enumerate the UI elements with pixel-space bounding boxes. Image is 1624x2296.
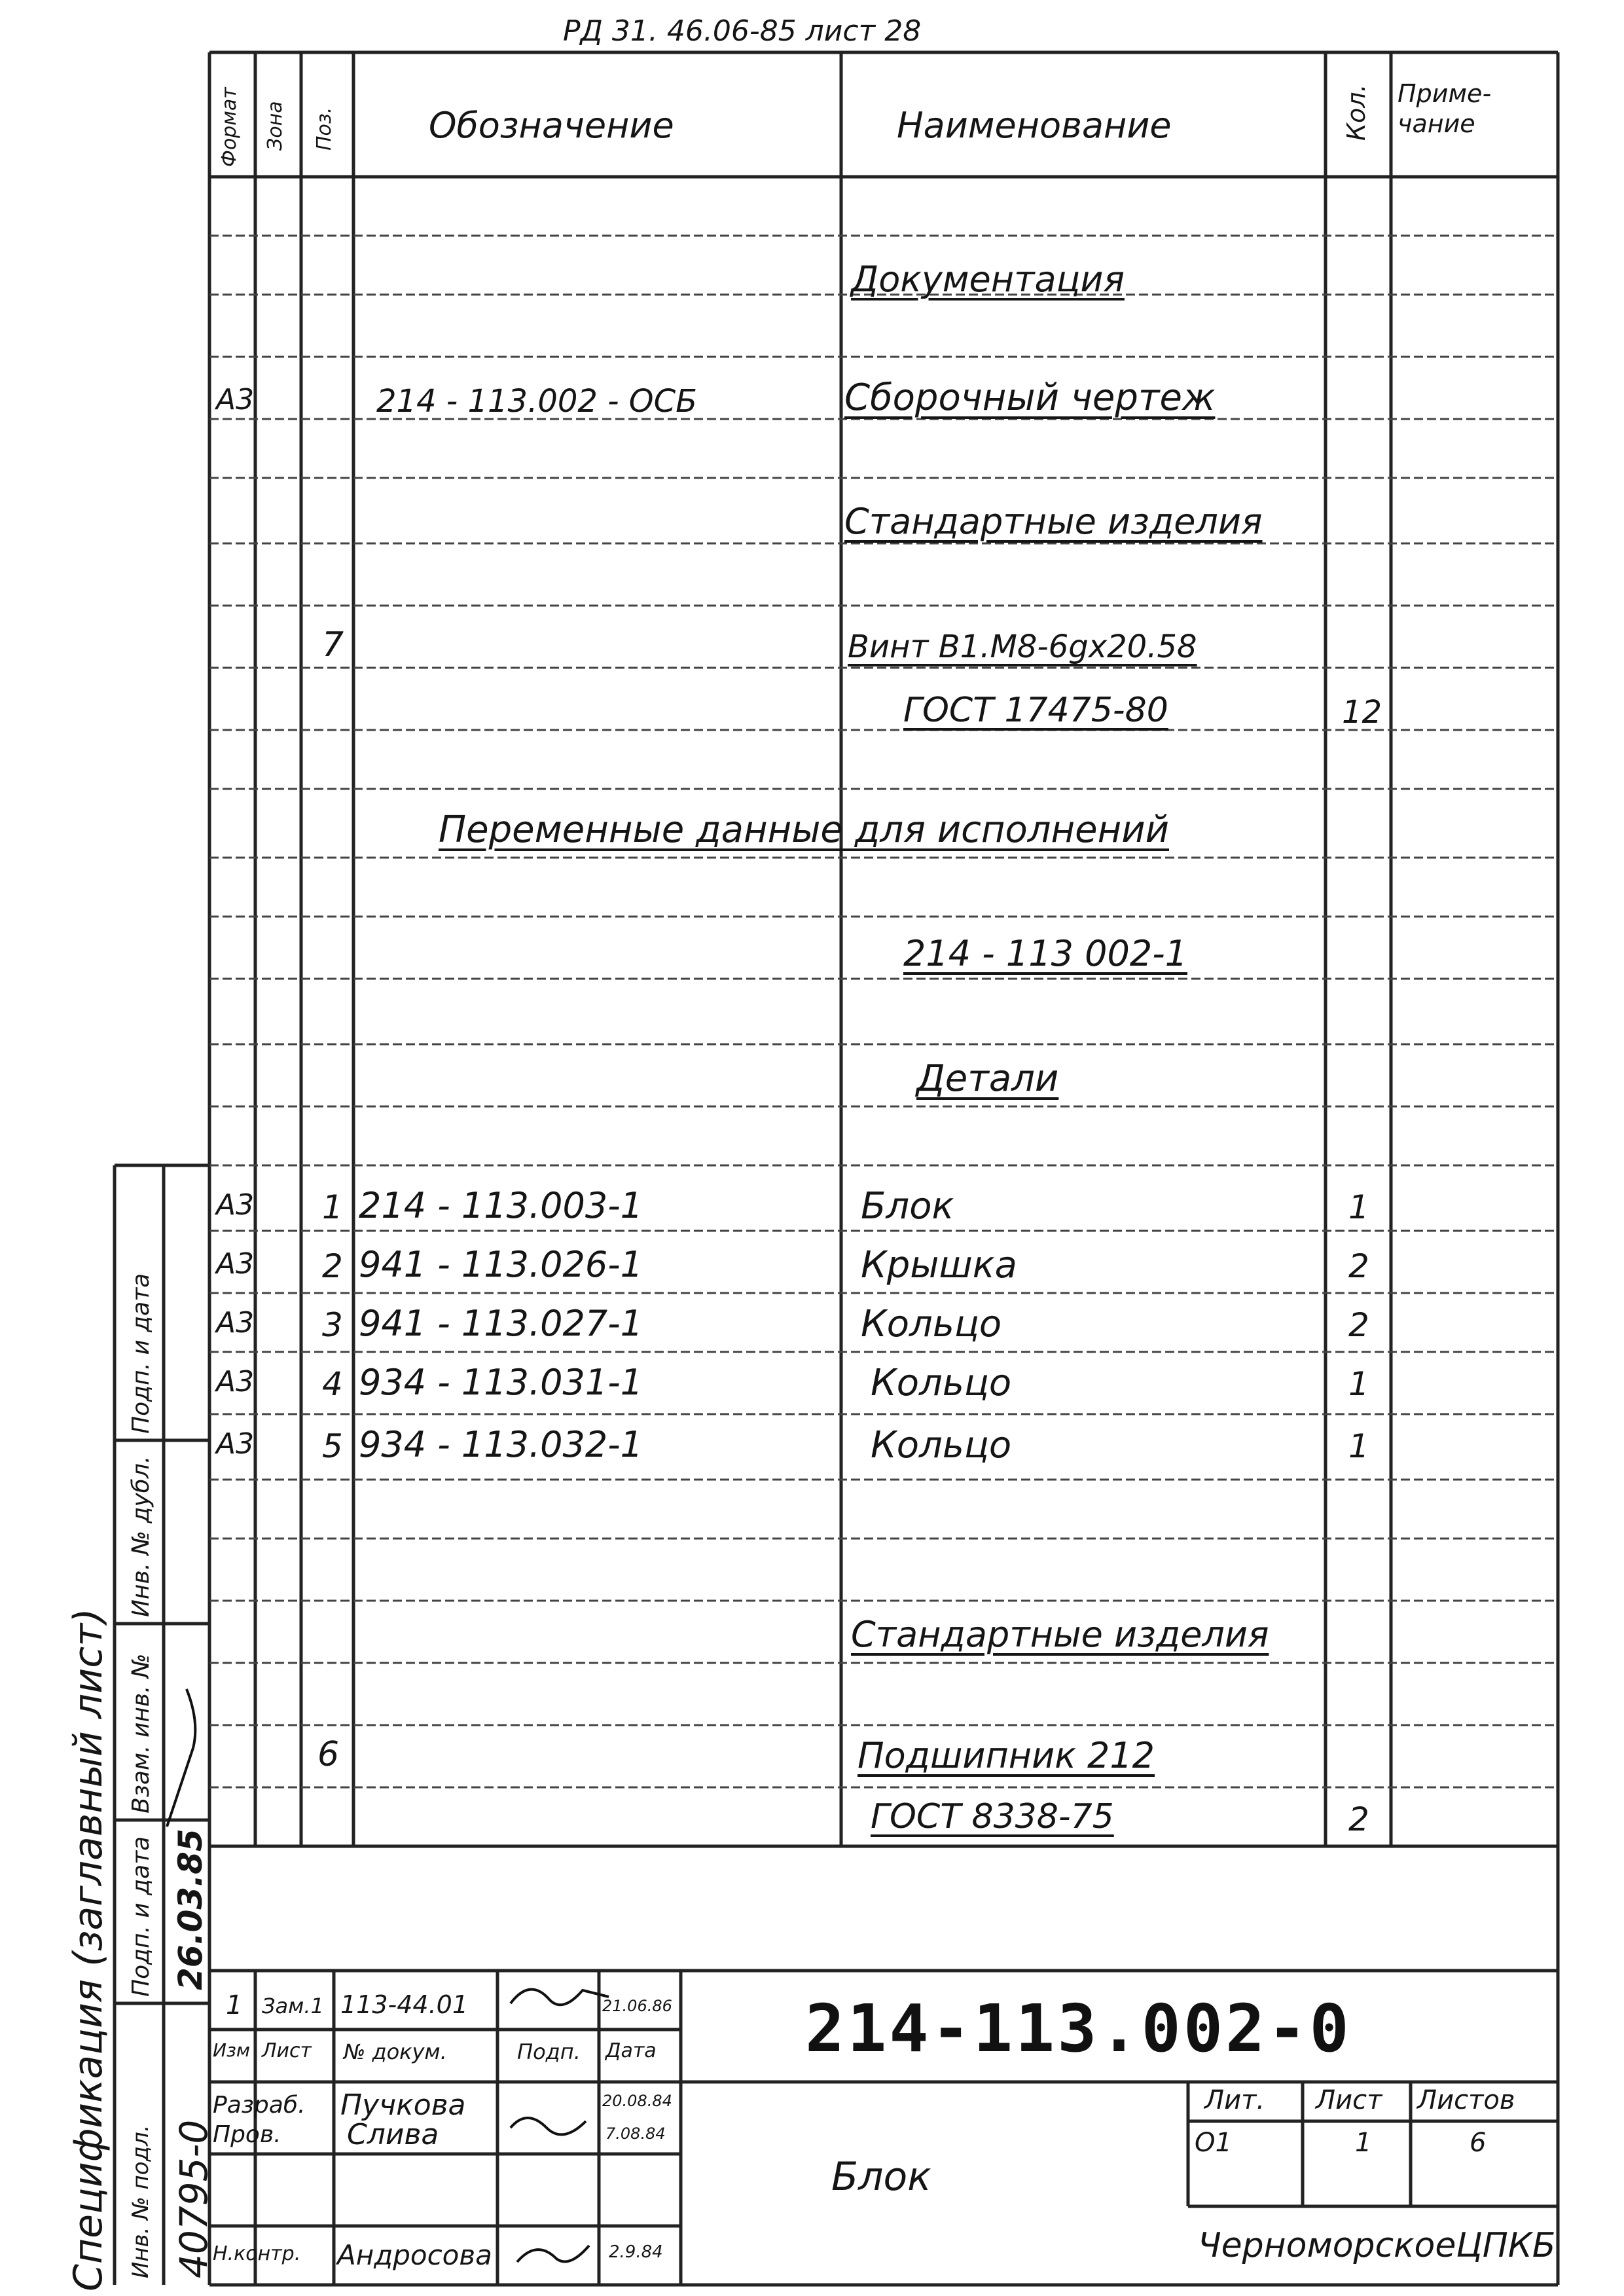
row-pos: 7 (322, 625, 344, 665)
row-designation: 941 - 113.027-1 (359, 1303, 643, 1344)
change-num: 1 (226, 1990, 243, 2020)
role-developer: Разраб. (213, 2092, 306, 2119)
section-title: Документация (851, 259, 1125, 300)
row-format: А3 (216, 1427, 255, 1461)
inv-number-value: 40795-0 (171, 2119, 216, 2278)
row-name: Винт В1.М8-6gх20.58 (848, 629, 1197, 665)
top-sheet-code: РД 31. 46.06-85 лист 28 (563, 14, 922, 48)
doc-number: 214-113.002-0 (805, 1990, 1352, 2067)
tb-header-izm: Изм (213, 2039, 250, 2061)
row-designation: 934 - 113.032-1 (359, 1424, 643, 1465)
date-value: 26.03.85 (171, 1829, 209, 1990)
sheet-value: 1 (1355, 2128, 1372, 2158)
lit-value: О1 (1195, 2128, 1232, 2158)
side-label-vzam-inv: Взам. инв. № (128, 1653, 154, 1813)
row-name: Крышка (861, 1244, 1017, 1286)
side-label-podp-data-1: Подп. и дата (128, 1273, 154, 1434)
header-zone: Зона (264, 101, 287, 151)
sheets-value: 6 (1470, 2128, 1487, 2158)
row-designation: 214 - 113.002 - ОСБ (376, 383, 698, 420)
date-developer: 20.08.84 (602, 2092, 672, 2110)
row-format: А3 (216, 383, 255, 416)
row-qty: 1 (1348, 1427, 1369, 1465)
row-format: А3 (216, 1188, 255, 1222)
sheets-label: Листов (1417, 2085, 1515, 2115)
sheet-label: Лист (1316, 2085, 1382, 2115)
header-designation: Обозначение (429, 105, 674, 146)
row-pos: 6 (317, 1735, 340, 1774)
section-title: Стандартные изделия (844, 501, 1263, 542)
row-pos: 1 (322, 1188, 343, 1226)
row-qty: 1 (1348, 1188, 1369, 1226)
row-pos: 4 (322, 1365, 343, 1403)
section-title: Детали (916, 1057, 1059, 1100)
product-name: Блок (831, 2154, 931, 2200)
signature-marks (167, 1689, 609, 2262)
row-pos: 2 (322, 1247, 343, 1285)
row-name: Подшипник 212 (857, 1735, 1155, 1776)
row-qty: 12 (1342, 694, 1382, 731)
section-title: Переменные данные для исполнений (439, 809, 1170, 851)
row-format: А3 (216, 1365, 255, 1398)
organization: ЧерноморскоеЦПКБ (1198, 2226, 1556, 2265)
row-designation: 214 - 113.003-1 (359, 1185, 643, 1226)
row-name: Сборочный чертеж (844, 376, 1216, 419)
spec-caption: Спецификация (заглавный лист) (65, 1608, 111, 2291)
date-norm: 2.9.84 (609, 2242, 663, 2262)
role-checker: Пров. (213, 2121, 281, 2148)
lit-label: Лит. (1204, 2085, 1265, 2115)
name-checker: Слива (347, 2118, 439, 2151)
tb-header-list: Лист (262, 2039, 312, 2062)
change-doc: 113-44.01 (340, 1990, 469, 2019)
row-qty: 1 (1348, 1365, 1369, 1403)
side-label-inv-podl: Инв. № подл. (128, 2124, 154, 2278)
row-name: Кольцо (861, 1303, 1002, 1345)
row-name: Блок (861, 1185, 954, 1228)
change-sheet: Зам.1 (262, 1994, 324, 2018)
row-name: ГОСТ 17475-80 (903, 691, 1168, 730)
row-name: ГОСТ 8338-75 (871, 1797, 1114, 1836)
tb-header-date: Дата (605, 2039, 657, 2062)
row-designation: 934 - 113.031-1 (359, 1362, 643, 1403)
row-name: Кольцо (871, 1362, 1012, 1404)
tb-header-doc: № докум. (344, 2039, 447, 2064)
header-name: Наименование (897, 105, 1172, 146)
row-pos: 5 (322, 1427, 343, 1465)
header-note: Приме- чание (1398, 79, 1492, 138)
variant-title: 214 - 113 002-1 (903, 933, 1188, 974)
row-format: А3 (216, 1306, 255, 1339)
tb-header-podp: Подп. (517, 2039, 581, 2064)
side-label-inv-dubl: Инв. № дубл. (128, 1455, 154, 1617)
date-checker: 7.08.84 (605, 2124, 666, 2143)
name-developer: Пучкова (340, 2088, 466, 2122)
side-label-podp-data-2: Подп. и дата (128, 1836, 154, 1997)
row-qty: 2 (1348, 1800, 1369, 1838)
name-norm: Андросова (337, 2239, 492, 2271)
header-qty: Кол. (1342, 84, 1371, 141)
role-norm: Н.контр. (213, 2242, 301, 2265)
row-qty: 2 (1348, 1306, 1369, 1344)
row-designation: 941 - 113.026-1 (359, 1244, 643, 1285)
row-qty: 2 (1348, 1247, 1369, 1285)
row-format: А3 (216, 1247, 255, 1281)
row-pos: 3 (322, 1306, 343, 1344)
header-format: Формат (218, 87, 241, 167)
row-name: Кольцо (871, 1424, 1012, 1467)
change-date: 21.06.86 (602, 1997, 672, 2015)
section-title: Стандартные изделия (851, 1614, 1269, 1655)
header-pos: Поз. (313, 107, 336, 151)
